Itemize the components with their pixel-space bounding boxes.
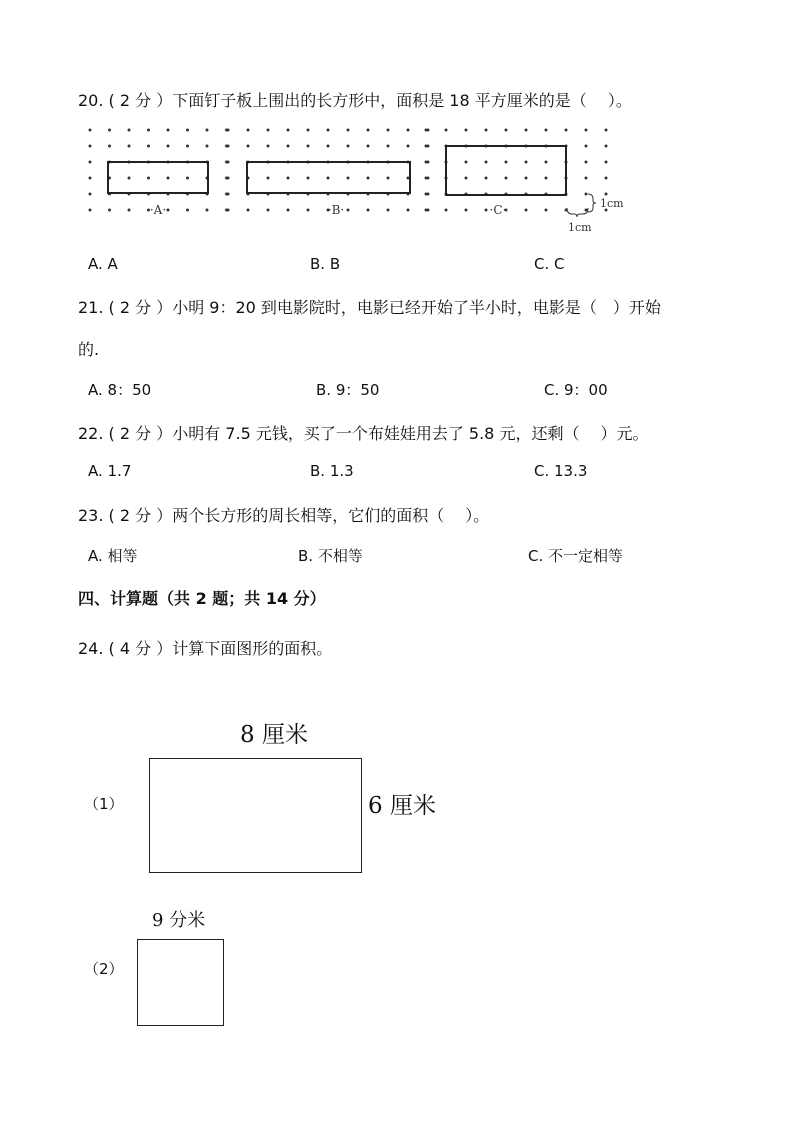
peg-dot — [545, 129, 548, 132]
q23-option-a[interactable]: A. 相等 — [88, 547, 138, 565]
peg-dot — [387, 177, 390, 180]
peg-dot — [287, 129, 290, 132]
peg-dot — [605, 145, 608, 148]
peg-dot — [605, 161, 608, 164]
peg-dot — [445, 209, 448, 212]
peg-dot — [307, 129, 310, 132]
peg-dot — [307, 209, 310, 212]
peg-dot — [347, 177, 350, 180]
peg-dot — [525, 129, 528, 132]
peg-dot — [89, 177, 92, 180]
peg-dot — [247, 145, 250, 148]
peg-dot — [327, 129, 330, 132]
peg-dot — [525, 177, 528, 180]
peg-dot — [186, 209, 189, 212]
q20-option-a[interactable]: A. A — [88, 255, 118, 273]
peg-dot — [407, 145, 410, 148]
peg-dot — [425, 193, 428, 196]
peg-dot — [206, 209, 209, 212]
q23-text: 23. ( 2 分 ）两个长方形的周长相等，它们的面积（ ）。 — [78, 506, 490, 525]
peg-dot — [425, 161, 428, 164]
peg-dot — [347, 209, 350, 212]
peg-dot — [167, 145, 170, 148]
q21-option-c[interactable]: C. 9：00 — [544, 381, 608, 399]
peg-dot — [108, 129, 111, 132]
peg-dot — [227, 209, 230, 212]
peg-dot — [227, 129, 230, 132]
peg-dot — [347, 145, 350, 148]
peg-dot — [186, 129, 189, 132]
peg-dot — [128, 177, 131, 180]
q21-text-line1: 21. ( 2 分 ）小明 9：20 到电影院时，电影已经开始了半小时，电影是（ ）开始 — [78, 298, 661, 317]
peg-dot — [186, 145, 189, 148]
peg-dot — [307, 145, 310, 148]
pegboard-dots — [89, 129, 608, 212]
peg-dot — [387, 145, 390, 148]
peg-dot — [287, 145, 290, 148]
rect-c-label: ·C· — [489, 203, 507, 217]
peg-dot — [247, 209, 250, 212]
q22-option-b[interactable]: B. 1.3 — [310, 462, 354, 480]
peg-dot — [407, 129, 410, 132]
peg-dot — [89, 145, 92, 148]
peg-dot — [425, 145, 428, 148]
peg-dot — [545, 161, 548, 164]
peg-dot — [367, 209, 370, 212]
peg-dot — [227, 161, 230, 164]
fig1-rectangle — [149, 758, 362, 873]
peg-dot — [445, 129, 448, 132]
peg-dot — [545, 177, 548, 180]
peg-dot — [267, 129, 270, 132]
fig1-width-label: 8 厘米 — [240, 722, 308, 748]
peg-dot — [287, 177, 290, 180]
peg-dot — [327, 177, 330, 180]
peg-dot — [367, 177, 370, 180]
peg-dot — [505, 129, 508, 132]
q22-option-c[interactable]: C. 13.3 — [534, 462, 588, 480]
peg-dot — [147, 177, 150, 180]
unit-label-vertical: 1cm — [600, 197, 624, 210]
peg-dot — [565, 129, 568, 132]
fig2-square — [137, 939, 224, 1026]
peg-dot — [89, 209, 92, 212]
peg-dot — [585, 129, 588, 132]
peg-dot — [186, 177, 189, 180]
peg-dot — [287, 209, 290, 212]
peg-dot — [267, 145, 270, 148]
rect-c — [446, 146, 566, 195]
peg-dot — [327, 145, 330, 148]
unit-brace-vertical — [588, 194, 596, 212]
fig1-marker: （1） — [84, 795, 124, 813]
peg-dot — [206, 145, 209, 148]
q23-option-b[interactable]: B. 不相等 — [298, 547, 363, 565]
peg-dot — [465, 129, 468, 132]
peg-dot — [89, 161, 92, 164]
peg-dot — [89, 193, 92, 196]
peg-dot — [525, 161, 528, 164]
peg-dot — [307, 177, 310, 180]
peg-dot — [387, 209, 390, 212]
q21-text-line2: 的. — [78, 340, 100, 359]
peg-dot — [545, 209, 548, 212]
peg-dot — [585, 177, 588, 180]
peg-dot — [167, 209, 170, 212]
peg-dot — [267, 177, 270, 180]
peg-dot — [128, 129, 131, 132]
peg-dot — [387, 129, 390, 132]
peg-dot — [407, 209, 410, 212]
peg-dot — [485, 209, 488, 212]
peg-dot — [347, 129, 350, 132]
peg-dot — [425, 209, 428, 212]
peg-dot — [465, 209, 468, 212]
peg-dot — [227, 177, 230, 180]
q24-text: 24. ( 4 分 ）计算下面图形的面积。 — [78, 639, 333, 658]
unit-label-horizontal: 1cm — [568, 221, 592, 234]
peg-dot — [605, 177, 608, 180]
section-4-title: 四、计算题（共 2 题；共 14 分） — [78, 589, 326, 608]
peg-dot — [147, 129, 150, 132]
peg-dot — [465, 161, 468, 164]
peg-dot — [367, 145, 370, 148]
fig2-marker: （2） — [84, 960, 124, 978]
peg-dot — [128, 209, 131, 212]
peg-dot — [585, 145, 588, 148]
peg-dot — [108, 209, 111, 212]
peg-dot — [585, 193, 588, 196]
q20-text: 20. ( 2 分 ）下面钉子板上围出的长方形中，面积是 18 平方厘米的是（ ）。 — [78, 91, 632, 110]
peg-dot — [505, 177, 508, 180]
peg-dot — [485, 129, 488, 132]
fig2-side-label: 9 分米 — [152, 910, 206, 931]
rect-a-label: ·A· — [149, 203, 167, 217]
peg-dot — [585, 161, 588, 164]
q21-option-b[interactable]: B. 9：50 — [316, 381, 380, 399]
q23-option-c[interactable]: C. 不一定相等 — [528, 547, 624, 565]
peg-dot — [425, 129, 428, 132]
peg-dot — [485, 177, 488, 180]
peg-dot — [108, 145, 111, 148]
peg-dot — [267, 209, 270, 212]
peg-dot — [525, 209, 528, 212]
rect-a — [108, 162, 208, 193]
peg-dot — [206, 129, 209, 132]
peg-dot — [605, 129, 608, 132]
q22-text: 22. ( 2 分 ）小明有 7.5 元钱，买了一个布娃娃用去了 5.8 元，还剩（ ）元。 — [78, 424, 649, 443]
peg-dot — [89, 129, 92, 132]
peg-dot — [367, 129, 370, 132]
peg-dot — [167, 177, 170, 180]
peg-dot — [247, 129, 250, 132]
fig1-height-label: 6 厘米 — [368, 793, 436, 819]
peg-dot — [605, 193, 608, 196]
peg-dot — [505, 161, 508, 164]
peg-dot — [147, 145, 150, 148]
rect-b-label: ·B· — [327, 203, 345, 217]
peg-dot — [425, 177, 428, 180]
peg-dot — [485, 161, 488, 164]
peg-dot — [465, 177, 468, 180]
q20-option-b[interactable]: B. B — [310, 255, 341, 273]
peg-dot — [167, 129, 170, 132]
peg-dot — [128, 145, 131, 148]
q22-option-a[interactable]: A. 1.7 — [88, 462, 132, 480]
peg-dot — [227, 145, 230, 148]
q20-option-c[interactable]: C. C — [534, 255, 565, 273]
q21-option-a[interactable]: A. 8：50 — [88, 381, 152, 399]
peg-dot — [227, 193, 230, 196]
pegboard-figure — [80, 122, 640, 242]
